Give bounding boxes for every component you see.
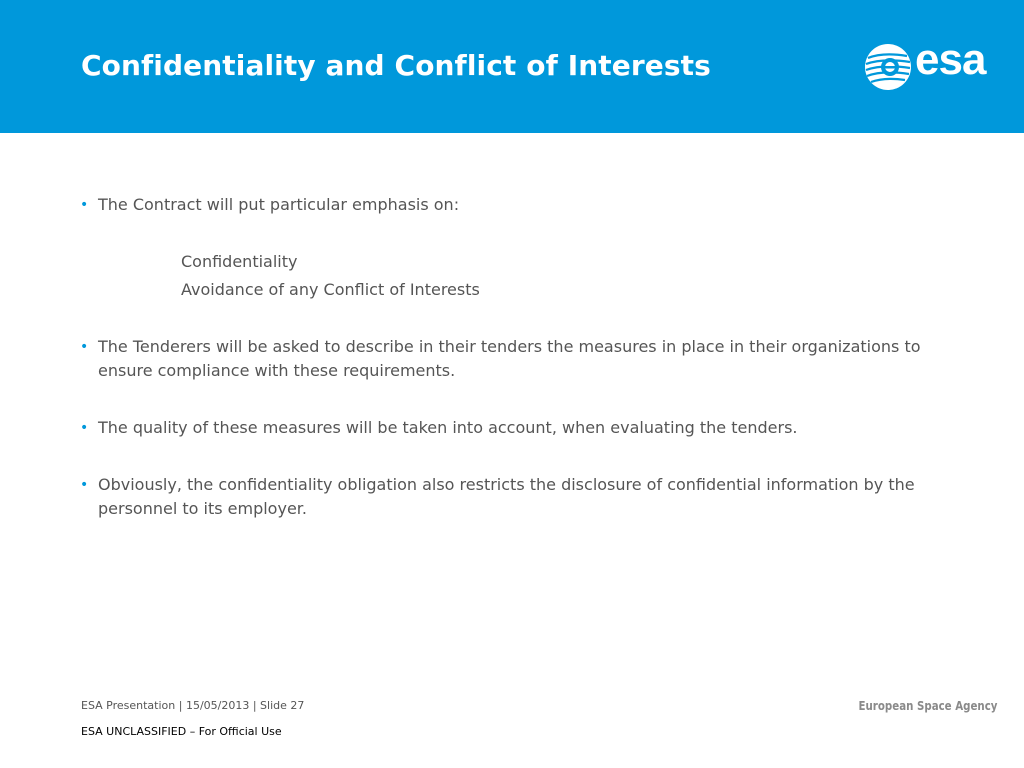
bullet-text: Obviously, the confidentiality obligation also restricts the disclosure of confidential information by the personnel to its employer.	[98, 475, 915, 518]
bullet-dot-icon: •	[80, 339, 89, 355]
agency-name: European Space Agency	[858, 698, 997, 713]
presentation-info: ESA Presentation | 15/05/2013 | Slide 27	[81, 699, 305, 712]
esa-wordmark: esa	[915, 35, 986, 84]
bullet-dot-icon: •	[80, 420, 89, 436]
bullet-item	[80, 335, 950, 383]
bullet-dot-icon: •	[80, 197, 89, 213]
esa-globe-icon	[863, 40, 913, 94]
bullet-item	[80, 416, 950, 440]
sub-item: Avoidance of any Conflict of Interests	[181, 280, 480, 299]
classification-label: ESA UNCLASSIFIED – For Official Use	[81, 725, 282, 738]
slide-title: Confidentiality and Conflict of Interests	[81, 49, 711, 82]
bullet-dot-icon: •	[80, 477, 89, 493]
bullet-item	[80, 193, 950, 217]
bullet-text: The quality of these measures will be taken into account, when evaluating the tenders.	[98, 418, 798, 437]
slide-header	[0, 0, 1024, 133]
bullet-text: The Contract will put particular emphasis on:	[98, 195, 460, 214]
bullet-text: The Tenderers will be asked to describe in their tenders the measures in place in their organizations to ensure compliance with these requirements.	[98, 337, 921, 380]
sub-item: Confidentiality	[181, 252, 298, 271]
bullet-item	[80, 473, 950, 521]
slide-body	[80, 193, 950, 521]
esa-logo	[863, 35, 1003, 94]
